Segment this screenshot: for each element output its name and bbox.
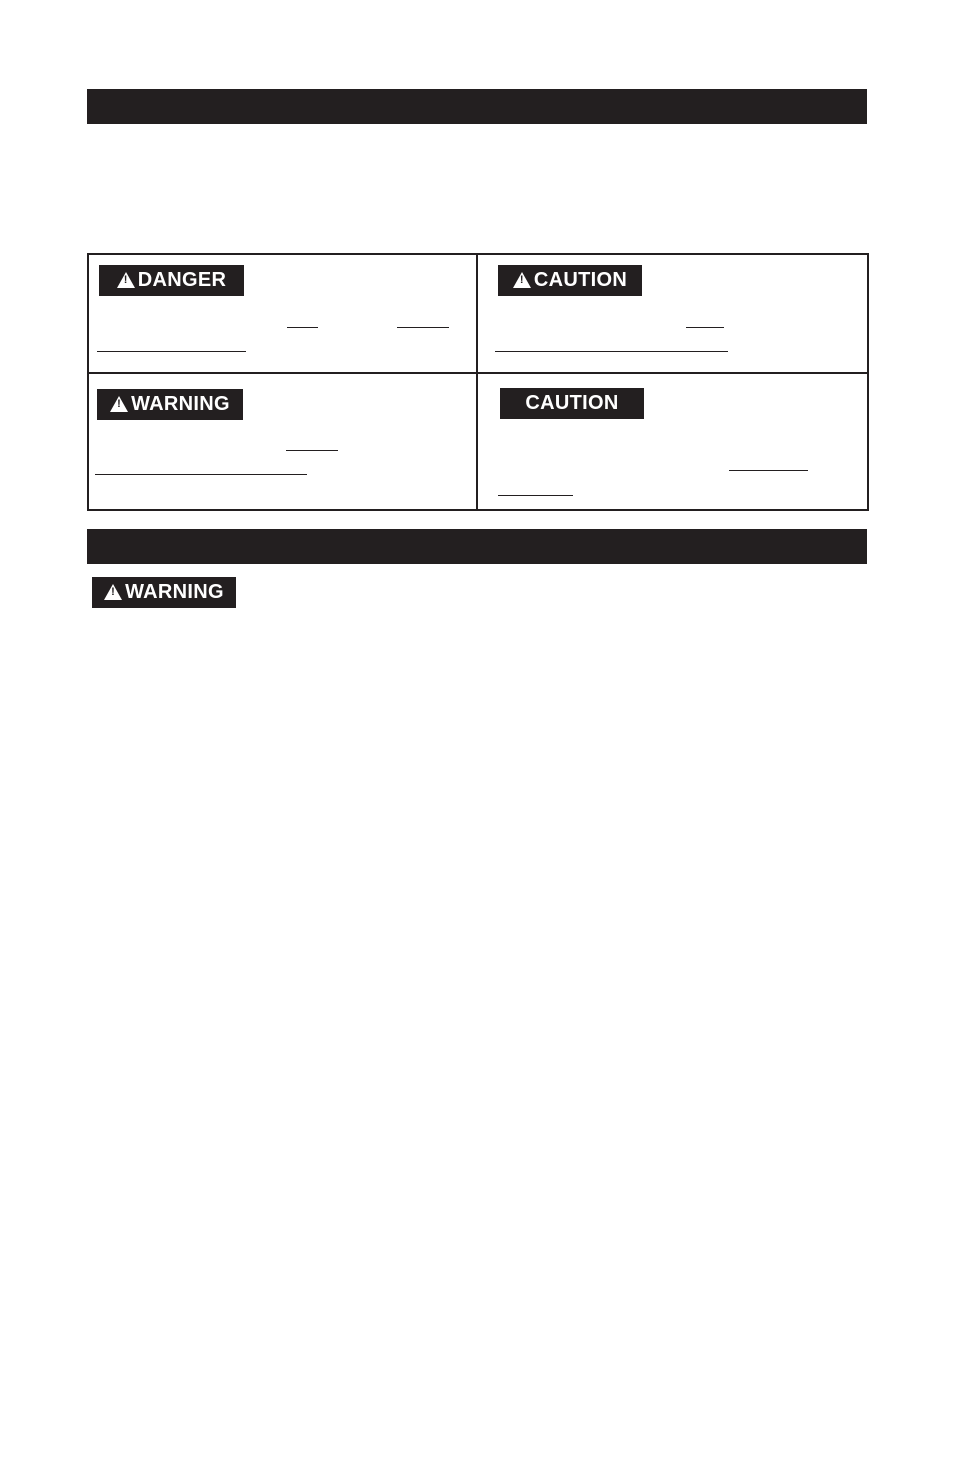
table-divider-horizontal — [87, 372, 867, 374]
danger-underline-1 — [287, 327, 318, 328]
danger-underline-2 — [397, 327, 449, 328]
warning-triangle-icon — [110, 396, 128, 412]
warning-underline-1 — [286, 450, 338, 451]
warning-badge — [97, 389, 243, 420]
danger-label: DANGER — [137, 269, 227, 291]
caution-alert-underline-2 — [495, 351, 728, 352]
caution-plain-label: CAUTION — [525, 392, 619, 414]
section-warning-label: WARNING — [125, 581, 224, 603]
signal-word-table — [87, 253, 869, 511]
section-header-bar-top — [87, 89, 867, 124]
warning-triangle-icon — [117, 272, 135, 288]
caution-plain-underline-1 — [729, 470, 808, 471]
caution-plain-underline-2 — [498, 495, 573, 496]
caution-alert-badge — [498, 265, 642, 296]
danger-badge — [99, 265, 244, 296]
section-header-bar-middle — [87, 529, 867, 564]
warning-triangle-icon — [513, 272, 531, 288]
warning-underline-2 — [95, 474, 307, 475]
section-warning-badge — [92, 577, 236, 608]
caution-alert-label: CAUTION — [533, 269, 628, 291]
warning-triangle-icon — [104, 584, 122, 600]
warning-label: WARNING — [131, 393, 230, 415]
caution-plain-badge — [500, 388, 644, 419]
danger-underline-3 — [97, 351, 246, 352]
caution-alert-underline-1 — [686, 327, 724, 328]
table-divider-vertical — [476, 255, 478, 509]
